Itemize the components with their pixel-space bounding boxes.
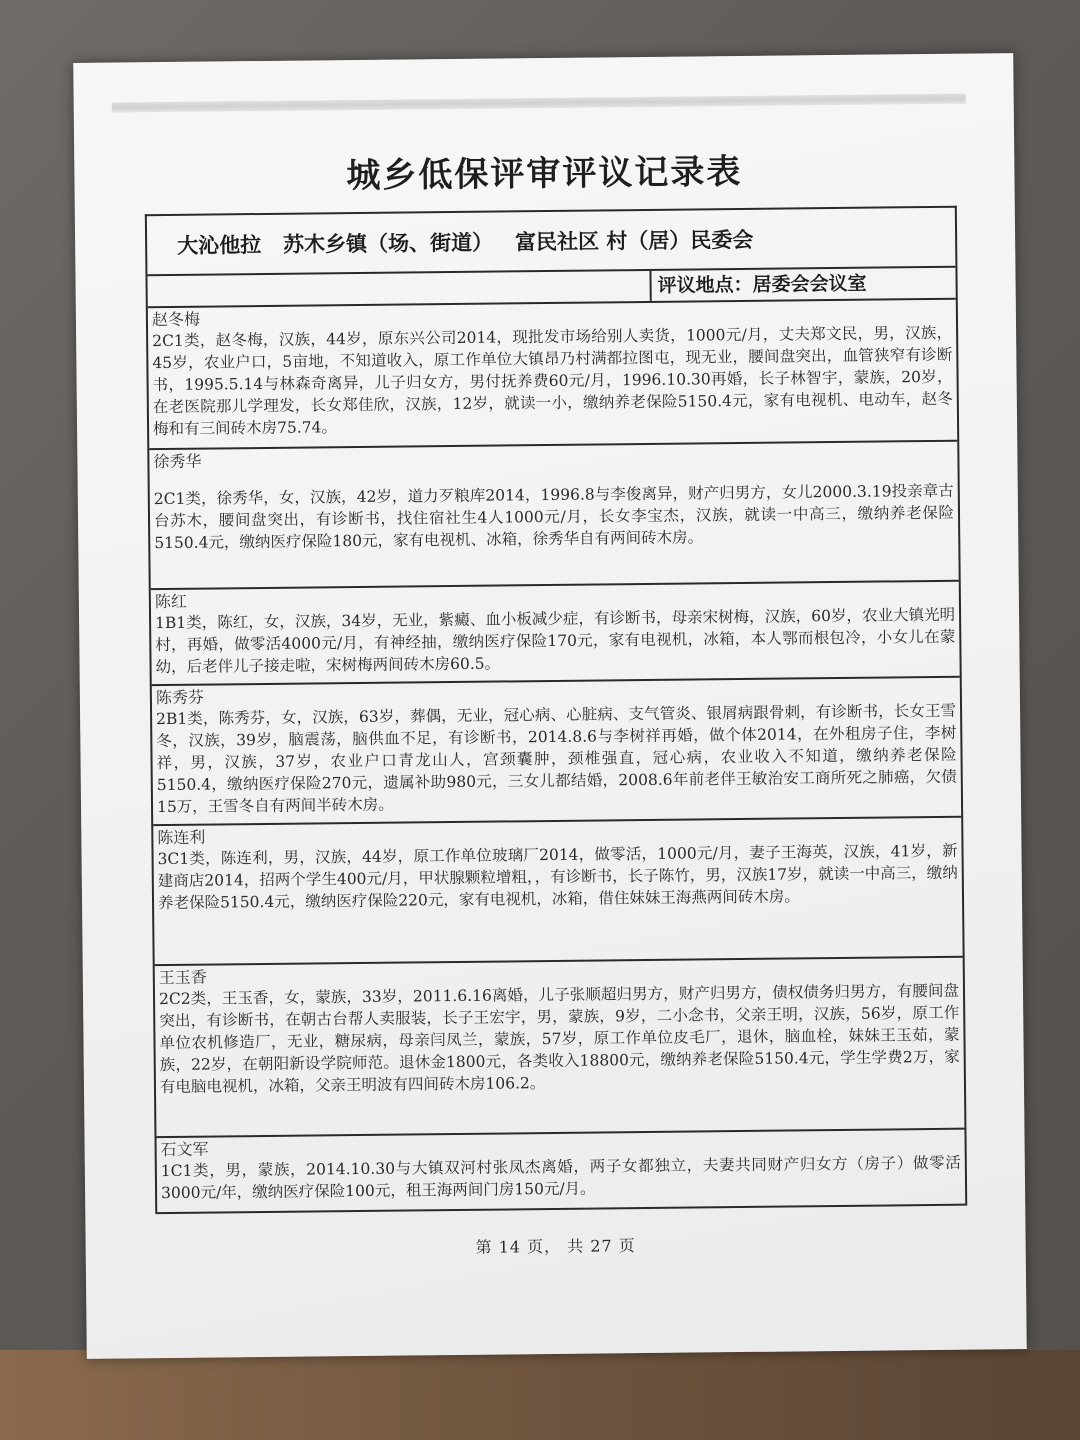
review-form-table (145, 206, 967, 1214)
record-name: 陈连利 (157, 827, 206, 848)
record-text: 3C1类，陈连利，男，汉族，44岁，原工作单位玻璃厂2014，做零活，1000元/月，妻子王海英，汉族，41岁，新建商店2014，招两个学生400元/月，甲状腺颗粒增粗，，有诊断书，长子陈竹，男，汉族17岁，就读一中高三，缴纳养老保险5150.4元，缴纳医疗保险220元，家有电视机，冰箱，借住妹妹王海燕两间砖木房。 (157, 841, 958, 913)
record-0 (148, 300, 957, 450)
record-name: 陈秀芬 (155, 687, 205, 708)
record-name: 徐秀华 (153, 451, 202, 472)
top-scan-line (112, 94, 966, 113)
floor-background (0, 1350, 1080, 1440)
record-name: 石文军 (160, 1139, 209, 1160)
record-text: 1B1类，陈红，女，汉族，34岁，无业，紫癜、血小板减少症，有诊断书，母亲宋树梅，汉族，60岁，农业大镇光明村，再婚，做零活4000元/月，有神经抽，缴纳医疗保险170元，家有电视机，冰箱，本人鄂而根包冷，小女儿在蒙幼，后老伴儿子接走啦，宋树梅两间砖木房60.5。 (155, 605, 956, 677)
record-2 (151, 582, 960, 686)
record-name: 赵冬梅 (151, 309, 201, 330)
record-4 (153, 818, 962, 966)
record-text: 2B1类，陈秀芬，女，汉族，63岁，葬偶，无业，冠心病、心脏病、支气管炎、银屑病跟骨刺，有诊断书，长女王雪冬，汉族，39岁，脑震荡，脑供血不足，有诊断书，2014.8.6与李树祥再婚，做个体2014，在外租房子住，李树祥，男，汉族，37岁，农业户口青龙山人，宫颈囊肿，颈椎强直，冠心病，农业收入不知道，缴纳养老保险5150.4，缴纳医疗保险270元，遗属补助980元，三女儿都结婚，2008.6年前老伴王敏治安工商所死之肺癌，欠债15万，王雪冬自有两间半砖木房。 (156, 701, 957, 817)
document-page (73, 53, 1027, 1359)
record-text: 2C1类，赵冬梅，汉族，44岁，原东兴公司2014，现批发市场给别人卖货，1000元/月，丈夫郑文民，男，汉族，45岁，农业户口，5亩地，不知道收入，原工作单位大镇昂乃村满都拉图屯，现无业，腰间盘突出，血管狭窄有诊断书，1995.5.14与林森奇离异，儿子归女方，男付抚养费60元/月，1996.10.30再婚，长子林智宇，蒙族，20岁，在老医院那儿学理发，长女郑佳欣，汉族，12岁，就读一小，缴纳养老保险5150.4元，家有电视机、电动车，赵冬梅和有三间砖木房75.74。 (152, 323, 953, 439)
record-5 (155, 958, 965, 1138)
record-name: 王玉香 (158, 967, 207, 988)
record-1 (149, 442, 958, 590)
record-3 (152, 678, 961, 826)
record-6 (157, 1130, 966, 1214)
record-text: 1C1类，男，蒙族，2014.10.30与大镇双河村张凤杰离婚，两子女都独立，夫妻共同财产归女方（房子）做零活3000元/年，缴纳医疗保险100元，租王海两间门房150元/月。 (160, 1153, 961, 1203)
form-header-district: 大沁他拉 苏木乡镇（场、街道） 富民社区 村（居）民委会 (147, 208, 956, 276)
page-number: 第 14 页， 共 27 页 (475, 1236, 636, 1257)
record-text: 2C1类，徐秀华，女，汉族，42岁，道力歹粮库2014，1996.8与李俊离异，财产归男方，女儿2000.3.19投亲章古台苏木，腰间盘突出，有诊断书，找住宿社生4人1000元/月，长女李宝杰，汉族，就读一中高三，缴纳养老保险5150.4元，缴纳医疗保险180元，家有电视机、冰箱，徐秀华自有两间砖木房。 (153, 481, 955, 553)
page-title: 城乡低保评审评议记录表 (346, 151, 743, 197)
record-text: 2C2类，王玉香，女，蒙族，33岁，2011.6.16离婚，儿子张顺超归男方，财产归男方，债权债务归男方，有腰间盘突出，有诊断书，在朝古台帮人卖服装，长子王宏宇，男，蒙族，9岁，二小念书，父亲王明，汉族，56岁，原工作单位农机修造厂，无业，糖尿病，母亲闫凤兰，蒙族，57岁，原工作单位皮毛厂，退休，脑血栓，妹妹王玉茹，蒙族，22岁，在朝阳新设学院师范。退休金1800元，各类收入18800元，缴纳养老保险5150.4元，学生学费2万，家有电脑电视机，冰箱，父亲王明波有四间砖木房106.2。 (158, 981, 960, 1097)
meeting-location: 评议地点：居委会会议室 (649, 268, 955, 301)
record-name: 陈红 (154, 591, 187, 612)
